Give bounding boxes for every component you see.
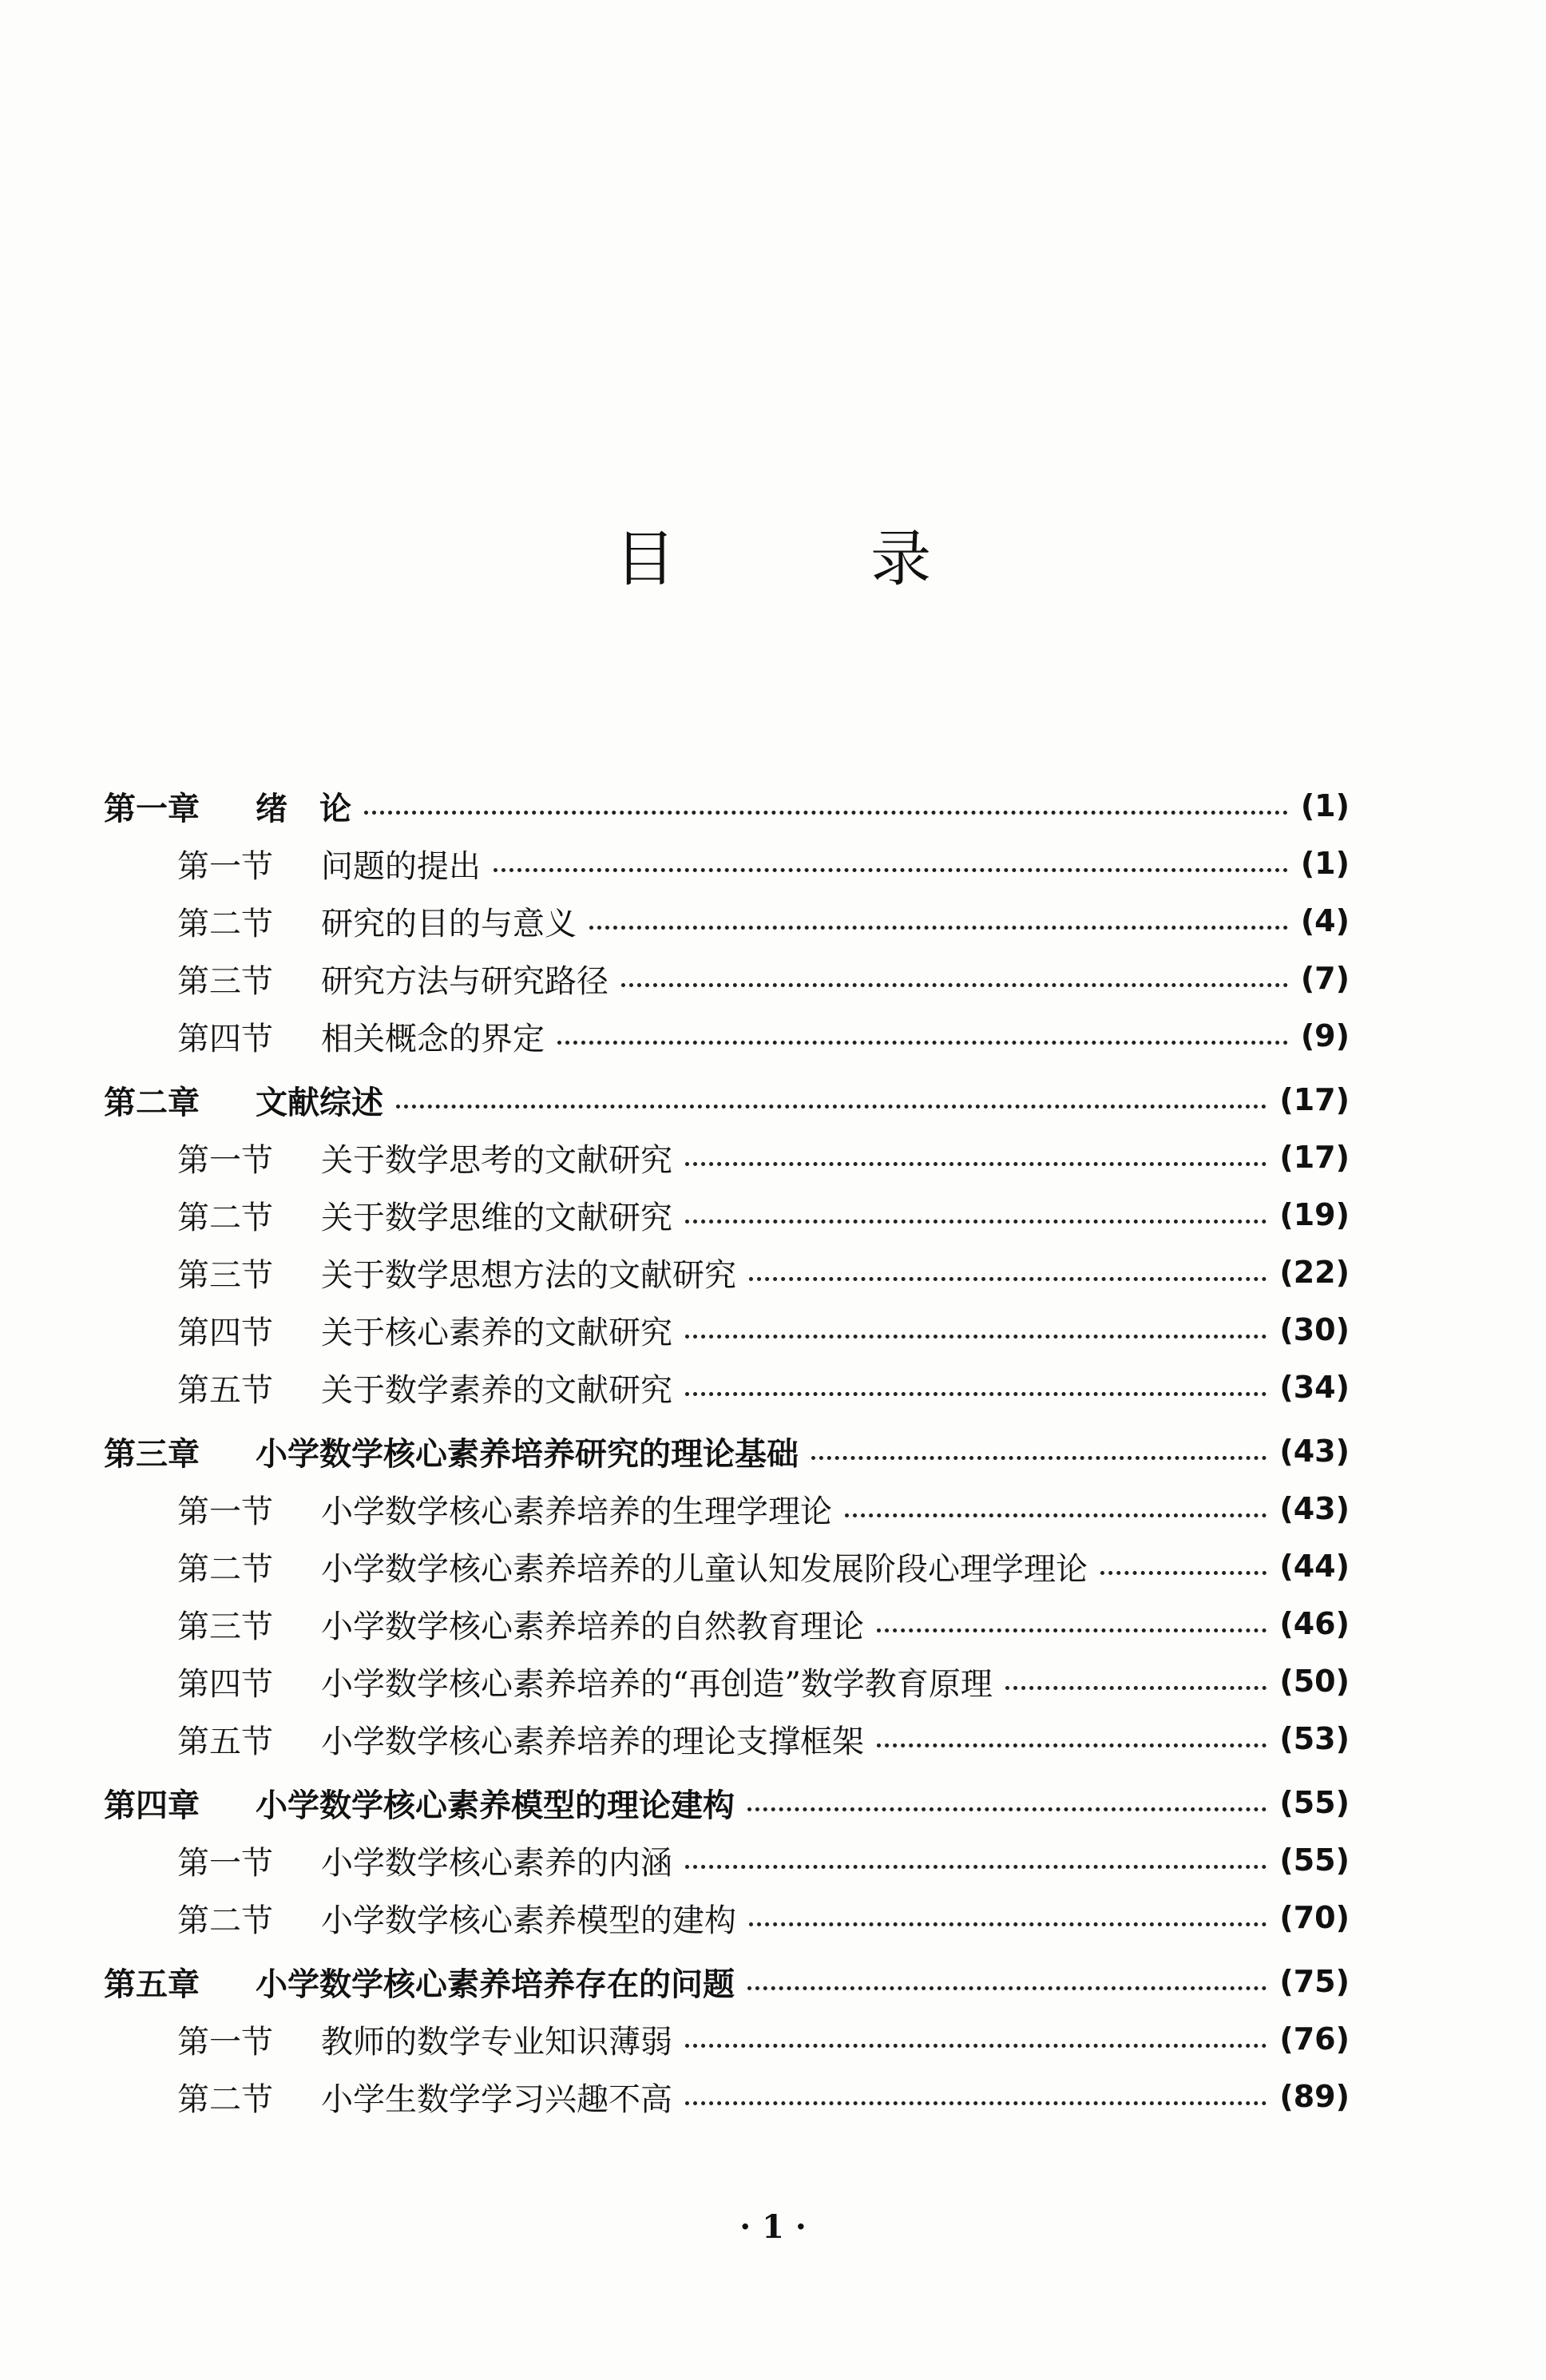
section-title: 研究的目的与意义: [321, 905, 577, 942]
toc-section-row: [104, 1537, 1350, 1595]
toc-section-row: [104, 1710, 1350, 1767]
chapter-number: 第五章: [104, 1965, 200, 2003]
page-reference: (30): [1279, 1312, 1350, 1347]
section-title: 关于数学思考的文献研究: [321, 1141, 672, 1179]
section-number: 第一节: [177, 1141, 273, 1179]
dot-leader: [749, 1277, 1267, 1281]
section-number: 第二节: [177, 1199, 273, 1236]
section-title: 关于核心素养的文献研究: [321, 1314, 672, 1351]
chapter-title: 文献综述: [256, 1084, 383, 1121]
page-reference: (50): [1279, 1664, 1350, 1699]
page-reference: (44): [1279, 1549, 1350, 1584]
toc-section-row: [104, 1186, 1350, 1244]
toc-section-row: [104, 1889, 1350, 1946]
toc-chapter-row: [104, 1071, 1350, 1129]
toc-section-row: [104, 1129, 1350, 1186]
section-number: 第二节: [177, 905, 273, 942]
dot-leader: [364, 811, 1288, 815]
section-title: 小学数学核心素养培养的理论支撑框架: [321, 1723, 864, 1760]
section-title: 小学数学核心素养培养的“再创造”数学教育原理: [321, 1665, 993, 1703]
page-reference: (75): [1279, 1964, 1350, 1999]
dot-leader: [877, 1743, 1267, 1747]
toc-section-row: [104, 1301, 1350, 1359]
dot-leader: [685, 2044, 1267, 2048]
section-number: 第四节: [177, 1665, 273, 1703]
chapter-title: 绪 论: [256, 790, 351, 827]
page-reference: (7): [1300, 961, 1350, 996]
dot-leader: [685, 1220, 1267, 1224]
section-title: 小学数学核心素养的内涵: [321, 1844, 672, 1882]
toc-section-row: [104, 1595, 1350, 1652]
section-title: 小学生数学学习兴趣不高: [321, 2081, 672, 2118]
section-number: 第一节: [177, 2023, 273, 2061]
toc-section-row: [104, 1831, 1350, 1889]
section-number: 第一节: [177, 847, 273, 885]
chapter-title: 小学数学核心素养模型的理论建构: [256, 1787, 735, 1824]
toc-chapter-row: [104, 1422, 1350, 1480]
toc-section-row: [104, 1652, 1350, 1710]
section-title: 研究方法与研究路径: [321, 962, 608, 1000]
section-title: 教师的数学专业知识薄弱: [321, 2023, 672, 2061]
page-reference: (53): [1279, 1721, 1350, 1756]
page-reference: (17): [1279, 1140, 1350, 1175]
dot-leader: [877, 1628, 1267, 1632]
section-title: 小学数学核心素养模型的建构: [321, 1902, 736, 1939]
toc-section-row: [104, 892, 1350, 950]
toc-chapter-row: [104, 1774, 1350, 1831]
section-number: 第一节: [177, 1493, 273, 1530]
dot-leader: [1005, 1686, 1267, 1690]
dot-leader: [747, 1986, 1267, 1990]
page-reference: (9): [1300, 1018, 1350, 1053]
section-title: 小学数学核心素养培养的儿童认知发展阶段心理学理论: [321, 1550, 1088, 1588]
page-number: · 1 ·: [739, 2208, 807, 2246]
page-reference: (70): [1279, 1900, 1350, 1935]
section-title: 问题的提出: [321, 847, 481, 885]
toc-section-row: [104, 2068, 1350, 2125]
page-reference: (1): [1300, 788, 1350, 823]
page-reference: (55): [1279, 1785, 1350, 1820]
section-title: 小学数学核心素养培养的生理学理论: [321, 1493, 832, 1530]
section-number: 第四节: [177, 1314, 273, 1351]
dot-leader: [845, 1513, 1267, 1517]
dot-leader: [494, 868, 1288, 872]
page-reference: (76): [1279, 2021, 1350, 2057]
page-reference: (43): [1279, 1434, 1350, 1469]
dot-leader: [811, 1456, 1267, 1460]
page-reference: (22): [1279, 1255, 1350, 1290]
section-number: 第二节: [177, 1902, 273, 1939]
dot-leader: [749, 1922, 1267, 1926]
dot-leader: [685, 1865, 1267, 1869]
toc-section-row: [104, 2010, 1350, 2068]
toc-chapter-row: [104, 777, 1350, 835]
page-reference: (4): [1300, 903, 1350, 938]
page-reference: (46): [1279, 1606, 1350, 1641]
toc-section-row: [104, 1480, 1350, 1537]
section-title: 相关概念的界定: [321, 1020, 545, 1057]
section-number: 第二节: [177, 2081, 273, 2118]
dot-leader: [685, 2101, 1267, 2105]
chapter-title: 小学数学核心素养培养存在的问题: [256, 1965, 735, 2003]
chapter-number: 第三章: [104, 1435, 200, 1473]
section-number: 第三节: [177, 1608, 273, 1645]
section-number: 第二节: [177, 1550, 273, 1588]
page-reference: (19): [1279, 1197, 1350, 1232]
dot-leader: [685, 1335, 1267, 1339]
toc-section-row: [104, 1244, 1350, 1301]
page-reference: (34): [1279, 1370, 1350, 1405]
section-number: 第三节: [177, 1256, 273, 1294]
section-number: 第四节: [177, 1020, 273, 1057]
toc-section-row: [104, 950, 1350, 1007]
section-title: 关于数学素养的文献研究: [321, 1371, 672, 1409]
table-of-contents: [104, 771, 1350, 2125]
dot-leader: [589, 926, 1288, 930]
section-title: 关于数学思想方法的文献研究: [321, 1256, 736, 1294]
page-reference: (55): [1279, 1843, 1350, 1878]
dot-leader: [747, 1807, 1267, 1811]
dot-leader: [685, 1392, 1267, 1396]
section-title: 小学数学核心素养培养的自然教育理论: [321, 1608, 864, 1645]
toc-chapter-row: [104, 1953, 1350, 2010]
dot-leader: [621, 983, 1288, 987]
chapter-number: 第四章: [104, 1787, 200, 1824]
toc-section-row: [104, 1007, 1350, 1065]
page-reference: (43): [1279, 1491, 1350, 1526]
chapter-number: 第二章: [104, 1084, 200, 1121]
section-number: 第五节: [177, 1371, 273, 1409]
chapter-title: 小学数学核心素养培养研究的理论基础: [256, 1435, 799, 1473]
dot-leader: [685, 1162, 1267, 1166]
dot-leader: [396, 1105, 1267, 1109]
section-number: 第五节: [177, 1723, 273, 1760]
section-number: 第一节: [177, 1844, 273, 1882]
section-number: 第三节: [177, 962, 273, 1000]
dot-leader: [557, 1041, 1288, 1045]
toc-section-row: [104, 1359, 1350, 1416]
dot-leader: [1100, 1571, 1267, 1575]
page-reference: (17): [1279, 1082, 1350, 1117]
page-reference: (89): [1279, 2079, 1350, 2114]
page-reference: (1): [1300, 846, 1350, 881]
chapter-number: 第一章: [104, 790, 200, 827]
page-title: 目 录: [614, 523, 1020, 594]
toc-section-row: [104, 835, 1350, 892]
section-title: 关于数学思维的文献研究: [321, 1199, 672, 1236]
